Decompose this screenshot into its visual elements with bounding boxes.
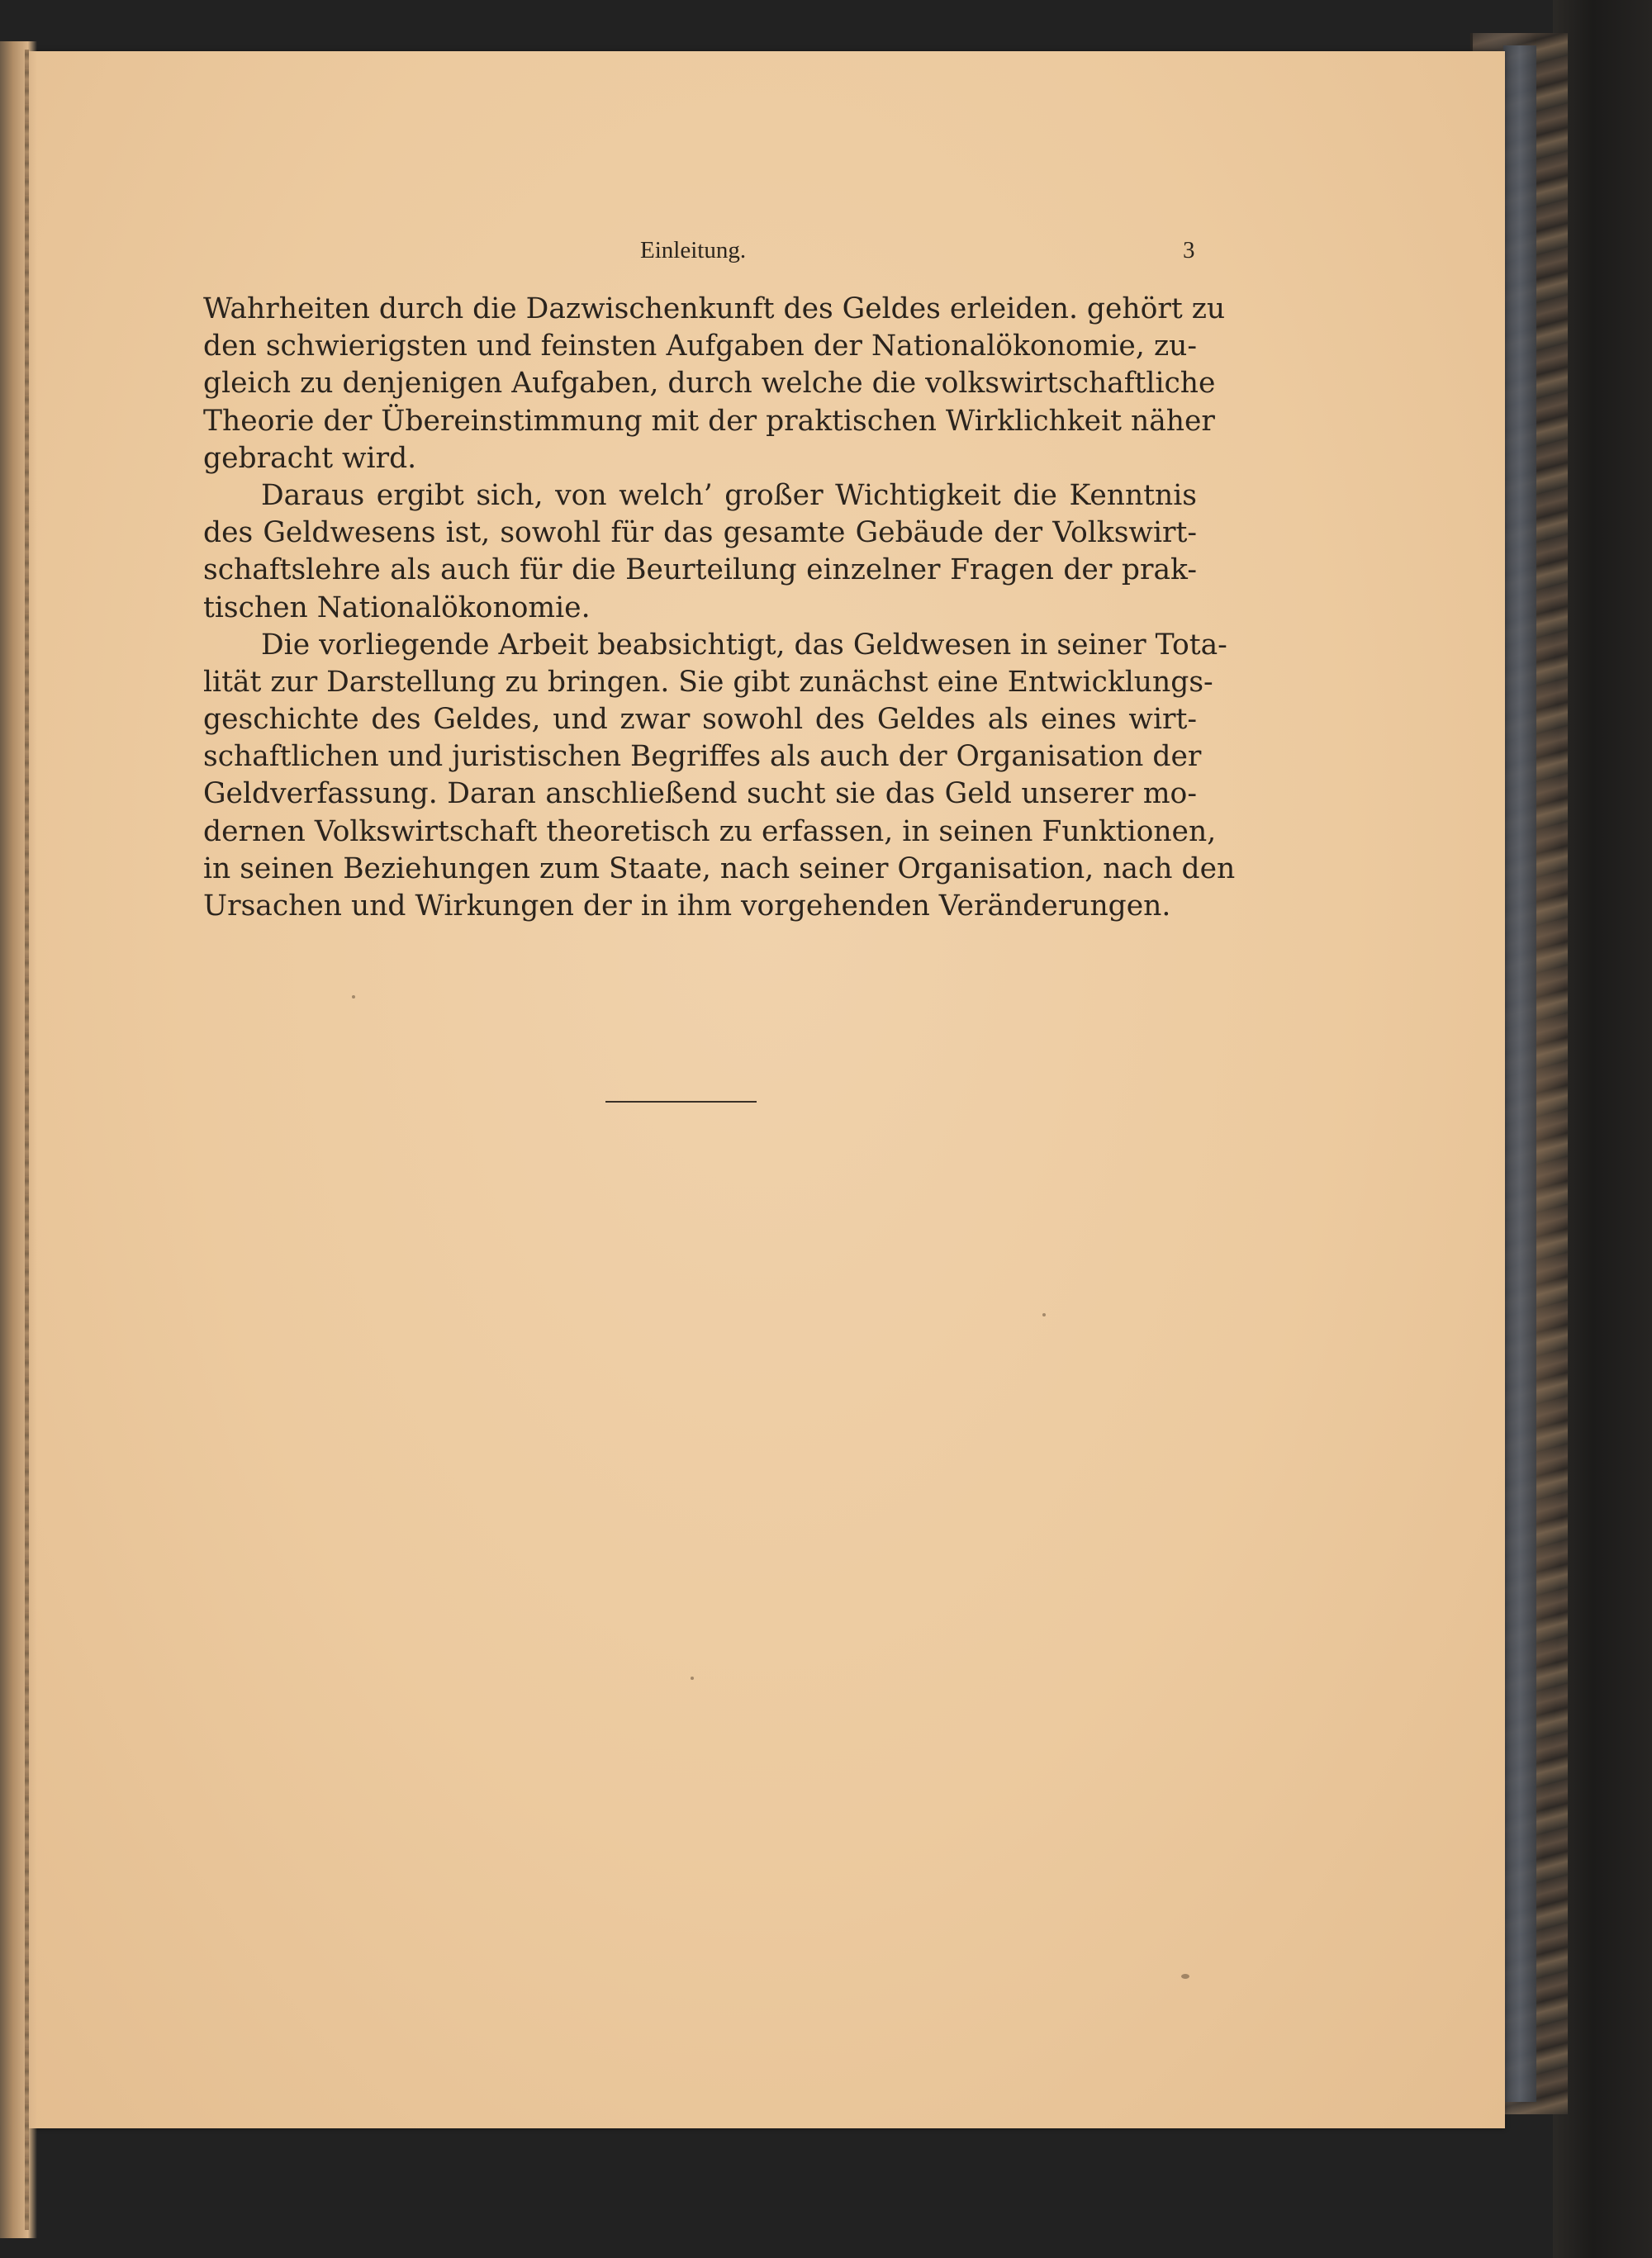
text-line: in seinen Beziehungen zum Staate, nach seiner Organisation, nach den [203,851,1236,885]
book-cover-edge [1503,45,1536,2102]
text-line: den schwierigsten und feinsten Aufgaben der Nationalökonomie, zu- [203,330,1197,363]
text-line: Die vorliegende Arbeit beabsichtigt, das Geldwesen in seiner Tota- [261,628,1227,662]
page-binding-gutter [0,41,37,2238]
text-line: schaftslehre als auch für die Beurteilung einzelner Fragen der prak- [203,553,1197,587]
text-line: schaftlichen und juristischen Begriffes als auch der Organisation der [203,740,1202,774]
dark-background [1553,0,1652,2258]
body-text [203,291,1236,925]
torn-page-edge [25,50,29,2230]
paper-speck [1181,1974,1189,1979]
text-line: Wahrheiten durch die Dazwischenkunft des Geldes erleiden. gehört zu [203,292,1226,325]
text-line: Ursachen und Wirkungen der in ihm vorgehenden Veränderungen. [203,889,1171,923]
text-line: des Geldwesens ist, sowohl für das gesamte Gebäude der Volkswirt- [203,516,1197,550]
running-header [0,237,1652,270]
page-number: 3 [1183,237,1195,263]
text-line: gleich zu denjenigen Aufgaben, durch welche die volkswirtschaftliche [203,367,1216,401]
paper-speck [1042,1313,1046,1316]
text-line: lität zur Darstellung zu bringen. Sie gibt zunächst eine Entwicklungs- [203,665,1213,699]
text-line: geschichte des Geldes, und zwar sowohl des Geldes als eines wirt- [203,703,1197,737]
text-line: dernen Volkswirtschaft theoretisch zu erfassen, in seinen Funktionen, [203,814,1217,848]
text-line: tischen Nationalökonomie. [203,591,591,624]
paper-speck [691,1677,694,1680]
running-title: Einleitung. [640,237,747,263]
text-line: Daraus ergibt sich, von welch’ großer Wichtigkeit die Kenntnis [261,478,1197,512]
section-end-rule [605,1101,757,1103]
text-line: Geldverfassung. Daran anschließend sucht sie das Geld unserer mo- [203,777,1197,811]
text-line: Theorie der Übereinstimmung mit der praktischen Wirklichkeit näher [203,404,1215,438]
paper-speck [352,995,355,999]
text-line: gebracht wird. [203,441,417,475]
